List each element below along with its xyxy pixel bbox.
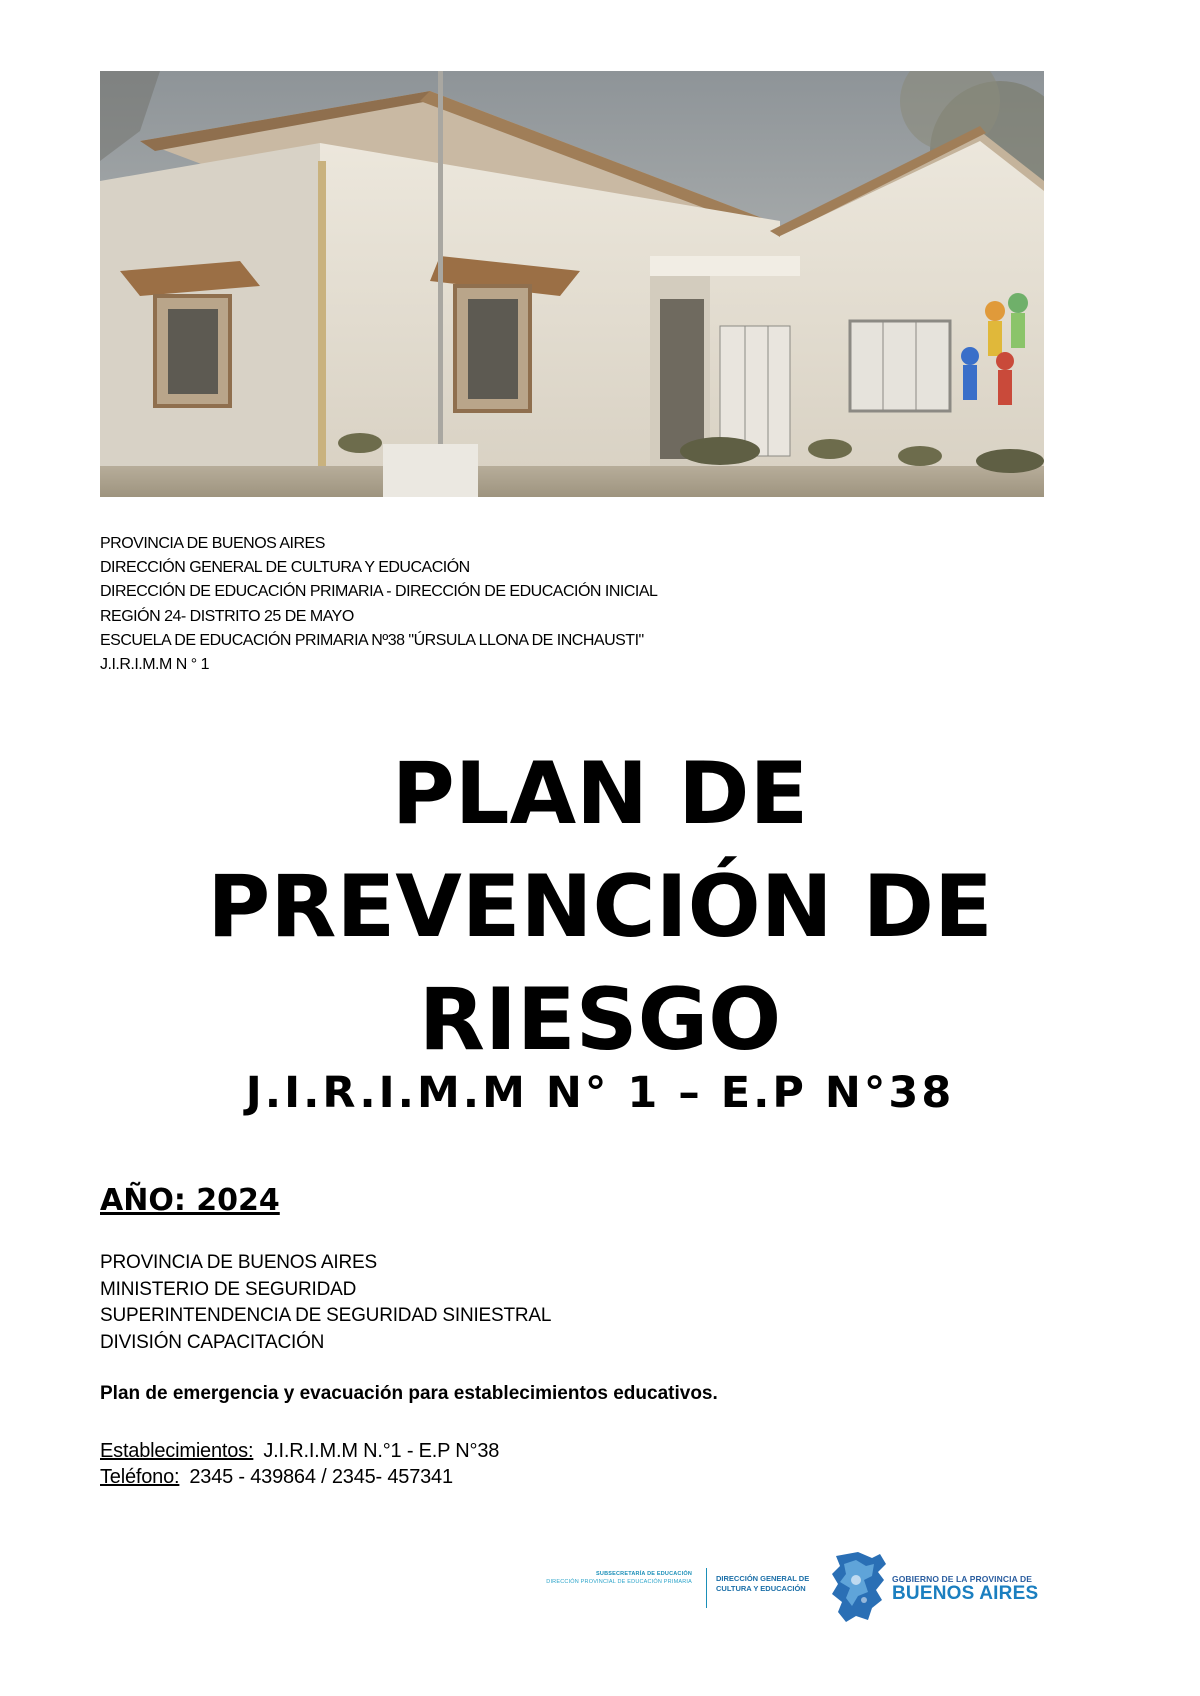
establishments-row (100, 1438, 499, 1464)
title-line-3: RIESGO (418, 970, 782, 1070)
header-line: DIRECCIÓN GENERAL DE CULTURA Y EDUCACIÓN (100, 559, 470, 577)
document-subtitle: J.I.R.I.M.M N° 1 – E.P N°38 (245, 1068, 955, 1118)
header-line: REGIÓN 24- DISTRITO 25 DE MAYO (100, 607, 354, 625)
header-line: PROVINCIA DE BUENOS AIRES (100, 535, 325, 552)
document-title (100, 738, 1100, 1077)
title-line-1: PLAN DE (391, 744, 809, 844)
ministry-line: SUPERINTENDENCIA DE SEGURIDAD SINIESTRAL (100, 1305, 552, 1326)
gobierno-big-text: BUENOS AIRES (892, 1583, 1039, 1604)
school-building-photo (100, 71, 1044, 497)
institution-header (100, 532, 1100, 677)
footer-logos (520, 1550, 1050, 1624)
header-line: DIRECCIÓN DE EDUCACIÓN PRIMARIA - DIRECCIÓN DE EDUCACIÓN INICIAL (100, 583, 658, 601)
year-heading: AÑO: 2024 (100, 1183, 280, 1218)
dgce-logo (716, 1574, 826, 1594)
dgce-line-1: DIRECCIÓN GENERAL DE (716, 1574, 810, 1583)
ministry-line: MINISTERIO DE SEGURIDAD (100, 1278, 357, 1300)
plan-description: Plan de emergencia y evacuación para establecimientos educativos. (100, 1383, 718, 1404)
phone-value: 2345 - 439864 / 2345- 457341 (189, 1466, 453, 1488)
phone-label: Teléfono: (100, 1466, 180, 1488)
subsecretaria-line-1: SUBSECRETARÍA DE EDUCACIÓN (596, 1571, 692, 1577)
gobierno-logo (892, 1574, 1038, 1604)
header-line: J.I.R.I.M.M N ° 1 (100, 656, 210, 674)
establishments-label: Establecimientos: (100, 1440, 254, 1462)
phone-row (100, 1464, 499, 1490)
province-map-icon (828, 1550, 890, 1624)
ministry-block (100, 1250, 551, 1356)
logo-divider (706, 1568, 707, 1608)
subsecretaria-line-2: DIRECCIÓN PROVINCIAL DE EDUCACIÓN PRIMARIA (546, 1579, 692, 1585)
establishments-value: J.I.R.I.M.M N.°1 - E.P N°38 (263, 1440, 500, 1462)
ministry-line: PROVINCIA DE BUENOS AIRES (100, 1252, 377, 1273)
ministry-line: DIVISIÓN CAPACITACIÓN (100, 1331, 325, 1353)
contact-block (100, 1438, 499, 1490)
title-line-2: PREVENCIÓN DE (207, 857, 993, 957)
gobierno-small-text: GOBIERNO DE LA PROVINCIA DE (892, 1574, 1032, 1584)
header-line: ESCUELA DE EDUCACIÓN PRIMARIA Nº38 "ÚRSULA LLONA DE INCHAUSTI" (100, 631, 644, 649)
subsecretaria-logo (520, 1570, 692, 1586)
dgce-line-2: CULTURA Y EDUCACIÓN (716, 1584, 806, 1593)
